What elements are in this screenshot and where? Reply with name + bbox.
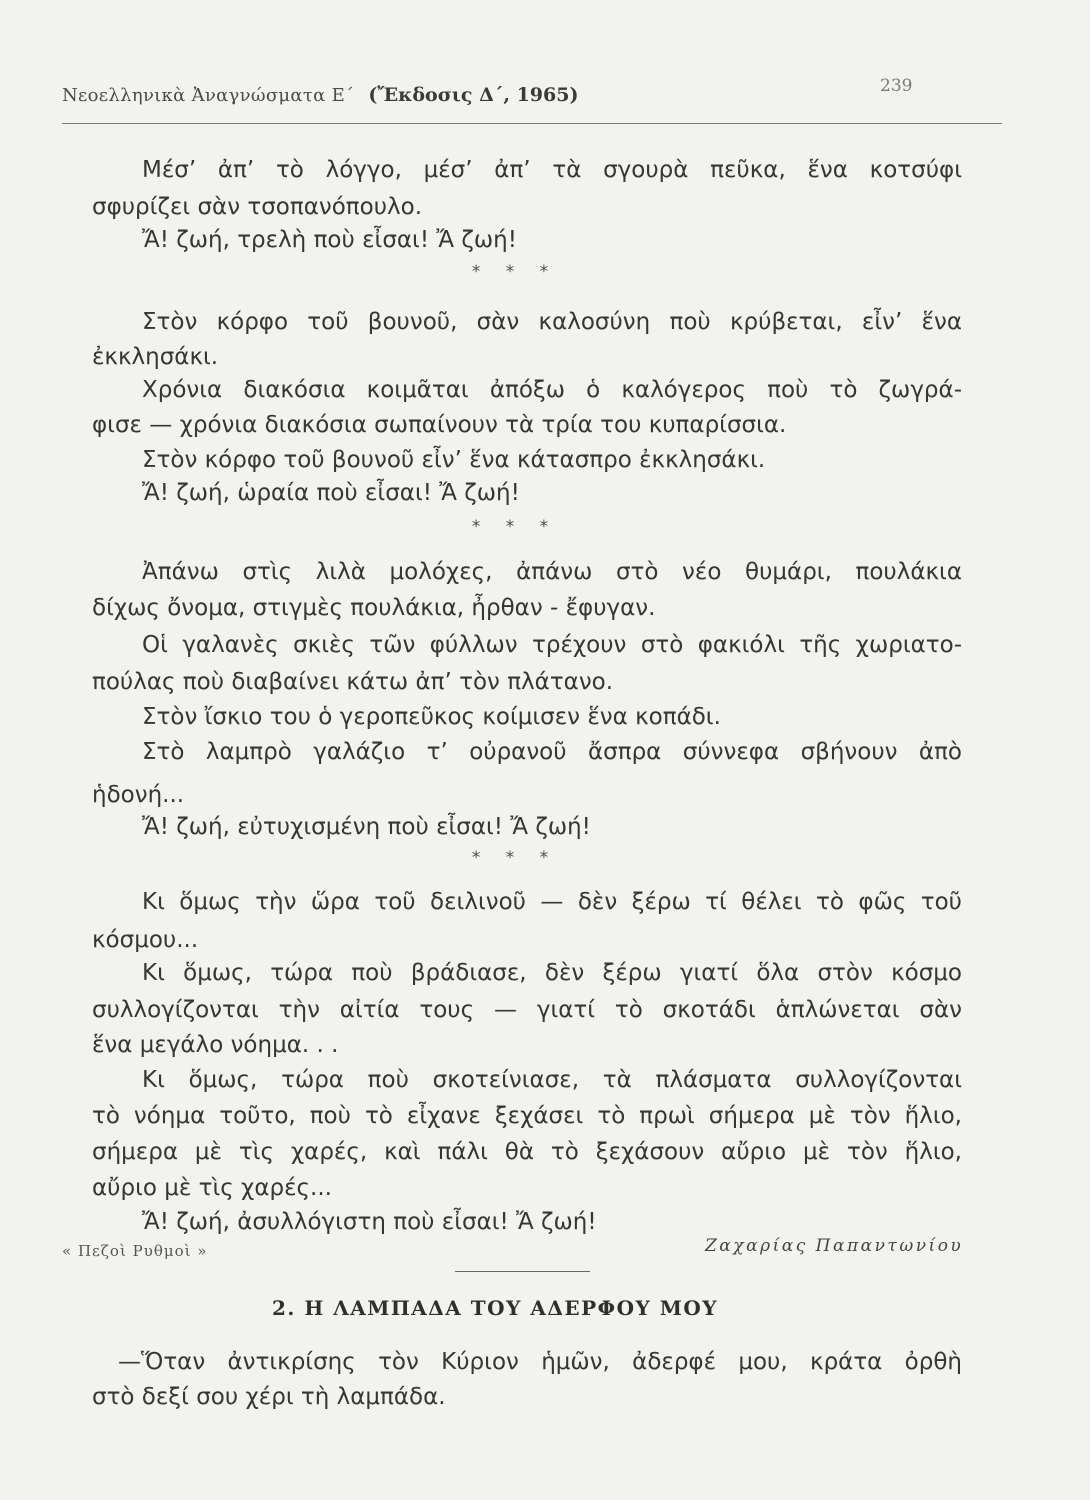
running-header-title: Νεοελληνικὰ Ἀναγνώσματα Ε΄ — [62, 85, 355, 106]
running-header — [62, 84, 578, 106]
text-line: Ἀπάνω στὶς λιλὰ μολόχες, ἀπάνω στὸ νέο θυμάρι, πουλάκια — [142, 559, 962, 585]
refrain-line: Ἄ! ζωή, ἀσυλλόγιστη ποὺ εἶσαι! Ἄ ζωή! — [142, 1209, 597, 1235]
text-line: Κι ὅμως, τώρα ποὺ σκοτείνιασε, τὰ πλάσματα συλλογίζονται — [142, 1067, 962, 1093]
text-line: ἐκκλησάκι. — [92, 344, 219, 370]
text-line: στὸ δεξί σου χέρι τὴ λαμπάδα. — [92, 1384, 446, 1410]
text-line: Στὸ λαμπρὸ γαλάζιο τ’ οὐρανοῦ ἄσπρα σύννεφα σβήνουν ἀπὸ — [142, 739, 962, 765]
section-separator: * * * — [471, 517, 559, 537]
text-line: σφυρίζει σὰν τσοπανόπουλο. — [92, 194, 423, 220]
text-line: συλλογίζονται τὴν αἰτία τους — γιατί τὸ σκοτάδι ἁπλώνεται σὰν — [92, 997, 962, 1023]
section-separator: * * * — [471, 848, 559, 868]
header-rule — [62, 123, 1002, 124]
text-line: κόσμου... — [92, 927, 199, 953]
section-heading: 2. Η ΛΑΜΠΑΔΑ ΤΟΥ ΑΔΕΡΦΟΥ ΜΟΥ — [272, 1296, 719, 1320]
source-citation: « Πεζοὶ Ρυθμοὶ » — [62, 1242, 208, 1260]
text-line: Στὸν κόρφο τοῦ βουνοῦ, σὰν καλοσύνη ποὺ κρύβεται, εἶν’ ἕνα — [142, 309, 962, 335]
divider-rule — [455, 1271, 590, 1272]
refrain-line: Ἄ! ζωή, ὡραία ποὺ εἶσαι! Ἄ ζωή! — [142, 480, 520, 506]
text-line: Στὸν ἴσκιο του ὁ γεροπεῦκος κοίμισεν ἕνα κοπάδι. — [142, 704, 721, 730]
page-number: 239 — [880, 76, 913, 96]
refrain-line: Ἄ! ζωή, εὐτυχισμένη ποὺ εἶσαι! Ἄ ζωή! — [142, 814, 591, 840]
text-line: Χρόνια διακόσια κοιμᾶται ἀπόξω ὁ καλόγερος ποὺ τὸ ζωγρά- — [142, 377, 962, 403]
text-line: Κι ὅμως, τώρα ποὺ βράδιασε, δὲν ξέρω γιατί ὅλα στὸν κόσμο — [142, 960, 962, 986]
text-line: τὸ νόημα τοῦτο, ποὺ τὸ εἶχανε ξεχάσει τὸ πρωὶ σήμερα μὲ τὸν ἥλιο, — [92, 1103, 962, 1129]
text-line: ἡδονή... — [92, 782, 185, 808]
section-separator: * * * — [471, 262, 559, 282]
text-line: —Ὅταν ἀντικρίσης τὸν Κύριον ἡμῶν, ἀδερφέ μου, κράτα ὀρθὴ — [118, 1349, 962, 1375]
text-line: ἕνα μεγάλο νόημα. . . — [92, 1032, 339, 1058]
text-line: δίχως ὄνομα, στιγμὲς πουλάκια, ἦρθαν - ἔφυγαν. — [92, 595, 656, 621]
refrain-line: Ἄ! ζωή, τρελὴ ποὺ εἶσαι! Ἄ ζωή! — [142, 227, 517, 253]
text-line: Στὸν κόρφο τοῦ βουνοῦ εἶν’ ἕνα κάτασπρο ἐκκλησάκι. — [142, 447, 766, 473]
text-line: Μέσ’ ἀπ’ τὸ λόγγο, μέσ’ ἀπ’ τὰ σγουρὰ πεῦκα, ἕνα κοτσύφι — [142, 157, 962, 183]
text-line: Οἱ γαλανὲς σκιὲς τῶν φύλλων τρέχουν στὸ φακιόλι τῆς χωριατο- — [142, 632, 962, 658]
text-line: πούλας ποὺ διαβαίνει κάτω ἀπ’ τὸν πλάτανο. — [92, 669, 614, 695]
author-signature: Ζαχαρίας Παπαντωνίου — [705, 1236, 964, 1256]
text-line: σήμερα μὲ τὶς χαρές, καὶ πάλι θὰ τὸ ξεχάσουν αὔριο μὲ τὸν ἥλιο, — [92, 1139, 962, 1165]
text-line: φισε — χρόνια διακόσια σωπαίνουν τὰ τρία του κυπαρίσσια. — [92, 412, 787, 438]
running-header-edition: (Ἔκδοσις Δ΄, 1965) — [368, 84, 579, 106]
text-line: Κι ὅμως τὴν ὥρα τοῦ δειλινοῦ — δὲν ξέρω τί θέλει τὸ φῶς τοῦ — [142, 889, 962, 915]
text-line: αὔριο μὲ τὶς χαρές... — [92, 1175, 332, 1201]
